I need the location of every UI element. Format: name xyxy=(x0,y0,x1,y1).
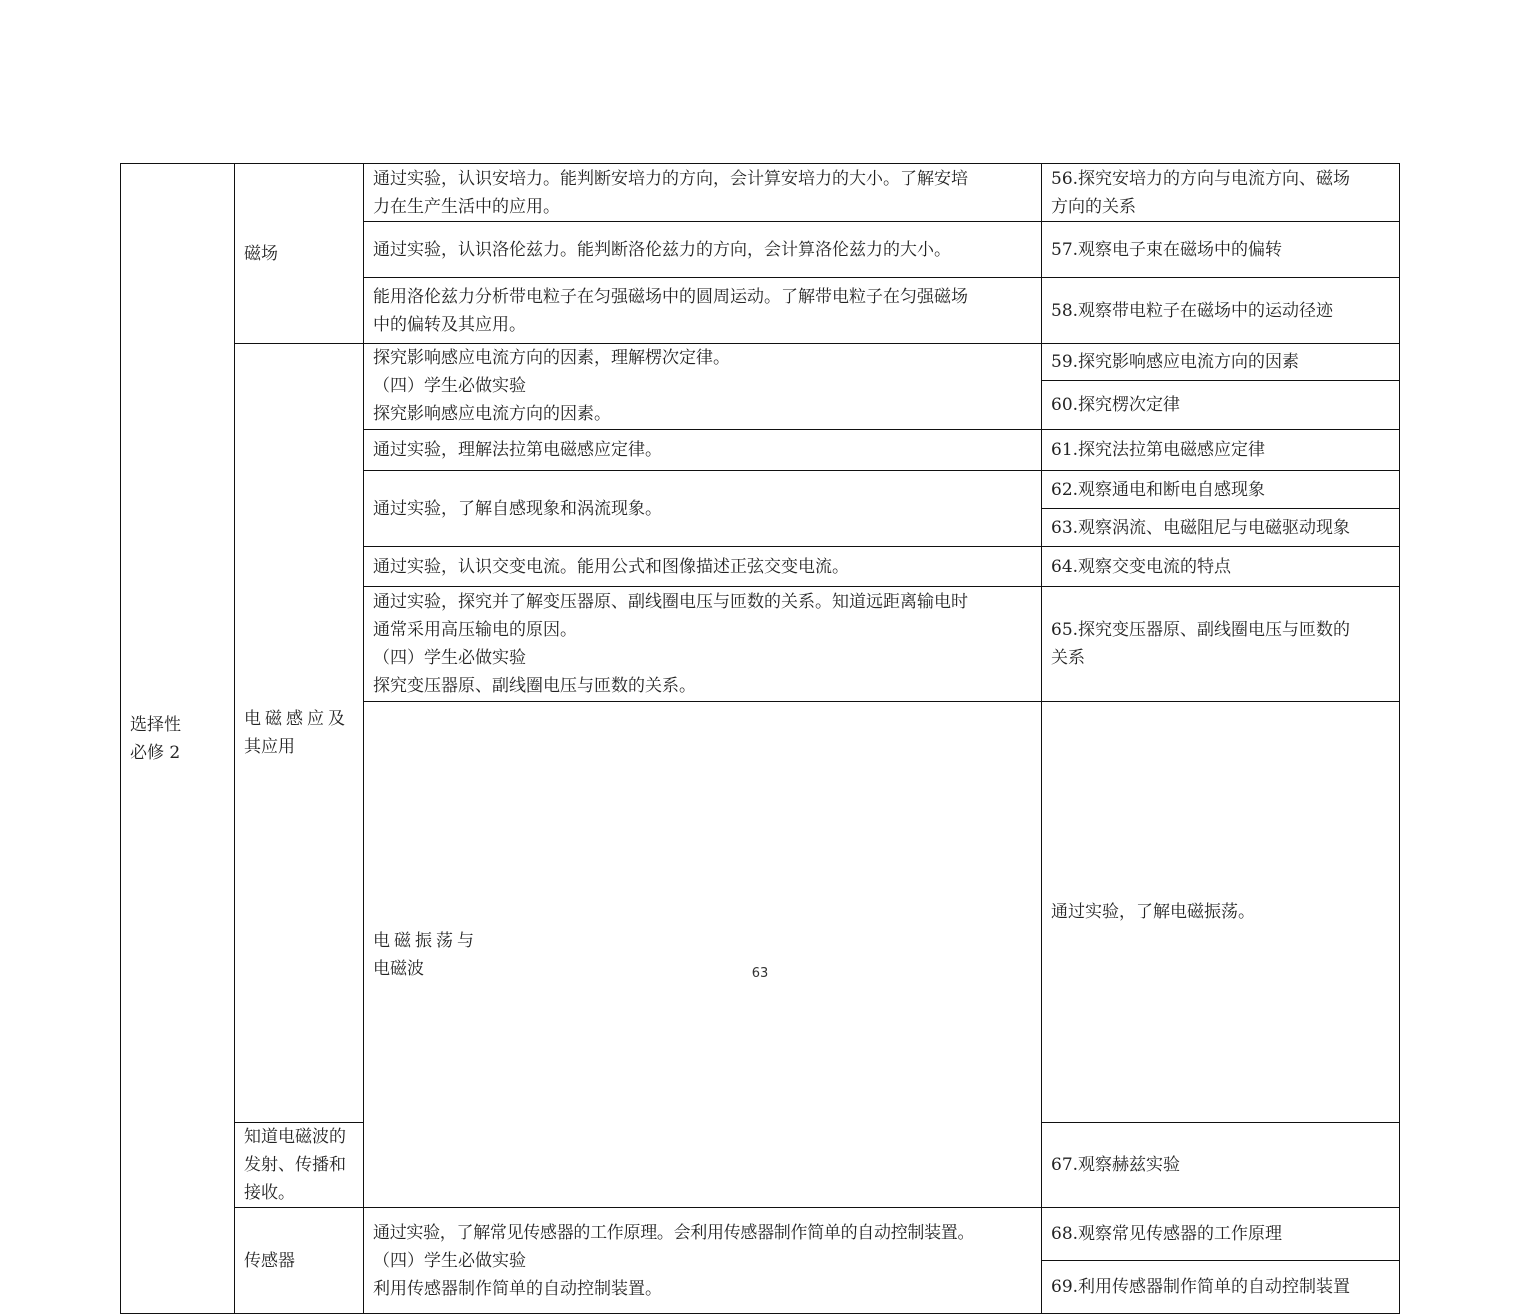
requirement-line: 探究影响感应电流方向的因素，理解楞次定律。 xyxy=(373,348,730,368)
experiment-cell: 58.观察带电粒子在磁场中的运动径迹 xyxy=(1042,278,1400,344)
requirement-line: 探究影响感应电流方向的因素。 xyxy=(373,404,611,424)
experiment-line: 65.探究变压器原、副线圈电压与匝数的 xyxy=(1051,620,1351,640)
experiment-cell: 64.观察交变电流的特点 xyxy=(1042,547,1400,587)
requirement-cell: 通过实验，理解法拉第电磁感应定律。 xyxy=(364,430,1042,471)
experiment-cell: 59.探究影响感应电流方向的因素 xyxy=(1042,344,1400,381)
topic-label: 磁场 xyxy=(244,243,278,264)
module-name-line: 必修 2 xyxy=(130,742,181,763)
requirement-cell: 通过实验，了解自感现象和涡流现象。 xyxy=(364,471,1042,547)
topic-label: 其应用 xyxy=(244,737,295,757)
topic-cell-oscillation xyxy=(364,702,1042,1208)
requirement-line: （四）学生必做实验 xyxy=(373,376,526,396)
topic-label: 电磁振荡与 xyxy=(373,930,478,951)
requirement-cell xyxy=(364,344,1042,430)
topic-label: 电磁感应及 xyxy=(244,709,349,729)
topic-cell-induction xyxy=(235,344,364,1123)
page-number: 63 xyxy=(751,966,769,981)
requirement-cell: 通过实验，认识洛伦兹力。能判断洛伦兹力的方向，会计算洛伦兹力的大小。 xyxy=(364,222,1042,278)
requirement-cell xyxy=(364,278,1042,344)
experiment-cell xyxy=(1042,587,1400,702)
requirement-line: 能用洛伦兹力分析带电粒子在匀强磁场中的圆周运动。了解带电粒子在匀强磁场 xyxy=(373,286,968,307)
module-cell xyxy=(121,164,235,1314)
requirement-cell: 通过实验，认识交变电流。能用公式和图像描述正弦交变电流。 xyxy=(364,547,1042,587)
requirement-line: 通过实验，探究并了解变压器原、副线圈电压与匝数的关系。知道远距离输电时 xyxy=(373,592,968,612)
requirement-line: 中的偏转及其应用。 xyxy=(373,314,526,335)
experiment-line: 方向的关系 xyxy=(1051,196,1136,217)
requirement-cell xyxy=(364,1208,1042,1314)
topic-cell-sensor xyxy=(235,1208,364,1314)
experiment-cell: 67.观察赫兹实验 xyxy=(1042,1123,1400,1208)
experiment-cell: 60.探究楞次定律 xyxy=(1042,381,1400,430)
requirement-cell: 知道电磁波的发射、传播和接收。 xyxy=(235,1123,364,1208)
table-row xyxy=(121,344,1400,381)
requirement-line: 力在生产生活中的应用。 xyxy=(373,196,560,217)
requirement-cell xyxy=(364,587,1042,702)
requirement-line: 通过实验，了解常见传感器的工作原理。会利用传感器制作简单的自动控制装置。 xyxy=(373,1222,975,1243)
requirement-line: （四）学生必做实验 xyxy=(373,1250,526,1271)
experiment-cell xyxy=(1042,164,1400,222)
requirement-line: 通过实验，认识安培力。能判断安培力的方向，会计算安培力的大小。了解安培 xyxy=(373,168,968,189)
experiment-cell: 61.探究法拉第电磁感应定律 xyxy=(1042,430,1400,471)
requirement-line: （四）学生必做实验 xyxy=(373,648,526,668)
table-row xyxy=(121,1208,1400,1261)
experiment-cell: 69.利用传感器制作简单的自动控制装置 xyxy=(1042,1261,1400,1314)
requirement-line: 探究变压器原、副线圈电压与匝数的关系。 xyxy=(373,676,696,696)
topic-label: 电磁波 xyxy=(373,958,424,979)
experiment-cell: 57.观察电子束在磁场中的偏转 xyxy=(1042,222,1400,278)
experiment-cell: 63.观察涡流、电磁阻尼与电磁驱动现象 xyxy=(1042,509,1400,547)
requirement-cell: 通过实验，了解电磁振荡。 xyxy=(1042,702,1400,1123)
experiment-cell: 68.观察常见传感器的工作原理 xyxy=(1042,1208,1400,1261)
module-name-line: 选择性 xyxy=(130,714,181,735)
experiment-line: 56.探究安培力的方向与电流方向、磁场 xyxy=(1051,168,1351,189)
curriculum-table xyxy=(120,163,1400,1314)
experiment-cell: 62.观察通电和断电自感现象 xyxy=(1042,471,1400,509)
topic-label: 传感器 xyxy=(244,1250,295,1271)
table-row xyxy=(121,164,1400,222)
requirement-cell xyxy=(364,164,1042,222)
experiment-line: 关系 xyxy=(1051,648,1085,668)
topic-cell-magnetic-field xyxy=(235,164,364,344)
requirement-line: 利用传感器制作简单的自动控制装置。 xyxy=(373,1278,662,1299)
requirement-line: 通常采用高压输电的原因。 xyxy=(373,620,577,640)
